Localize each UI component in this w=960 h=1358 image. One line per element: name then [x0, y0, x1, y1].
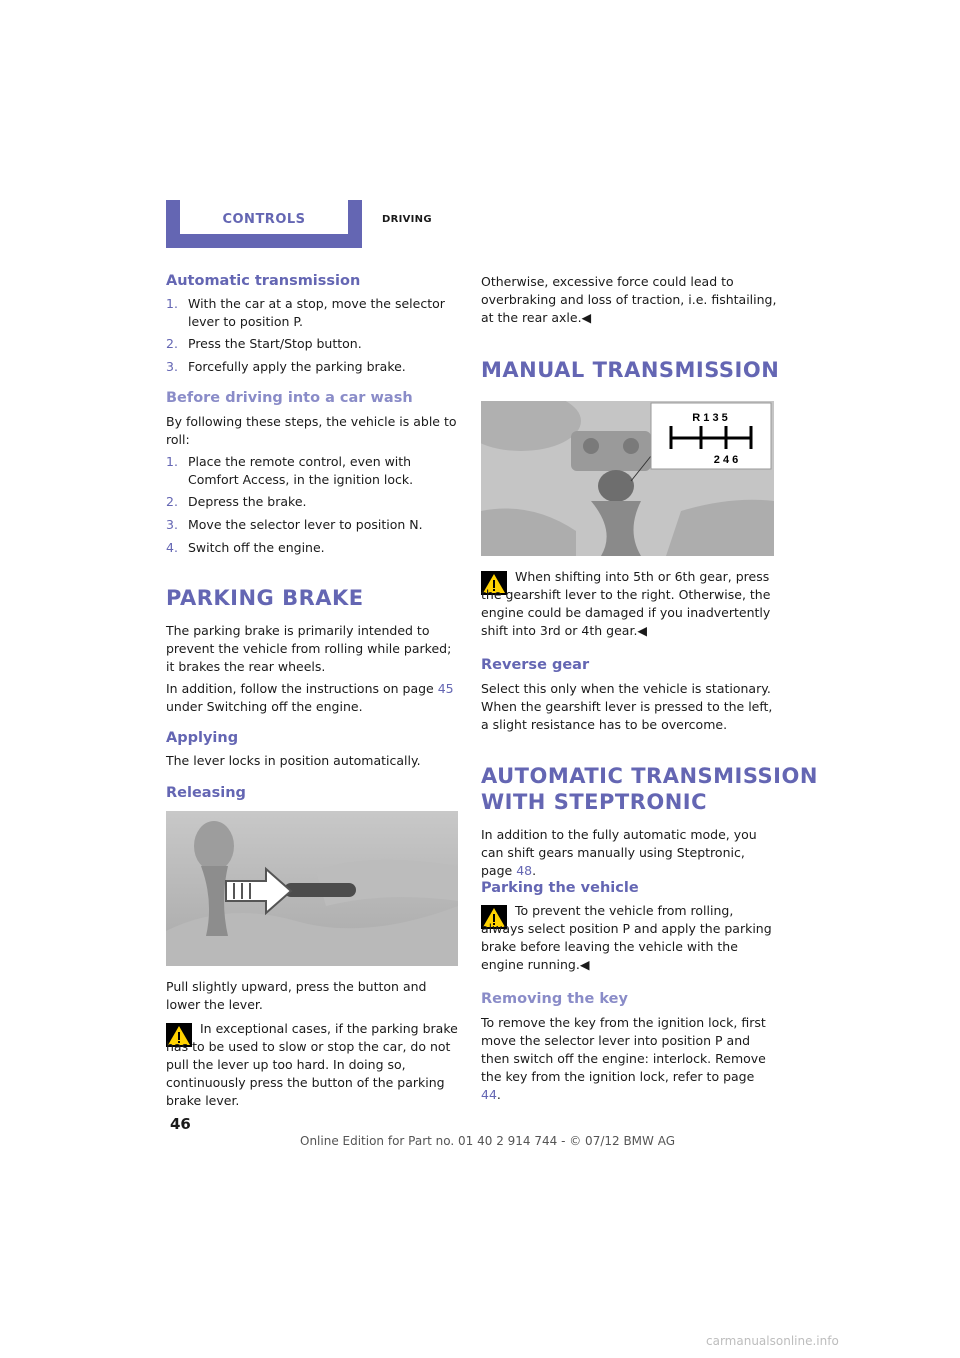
section-label: DRIVING	[382, 214, 432, 225]
removing-key-text: To remove the key from the ignition lock, first move the selector lever into position P and then switch off the engine: interlock. Remove the key from the ignition lock, refer to page 44.	[481, 1015, 766, 1102]
list-item: 3. Move the selector lever to position N.	[166, 517, 423, 532]
page-link-44[interactable]: 44	[481, 1087, 497, 1102]
chapter-tab	[166, 200, 362, 248]
steptronic-heading-line2: WITH STEPTRONIC	[481, 790, 708, 814]
steptronic-heading-line1: AUTOMATIC TRANSMISSION	[481, 764, 818, 788]
applying-text: The lever locks in position automatically.	[166, 753, 421, 768]
page-link-45[interactable]: 45	[437, 681, 454, 696]
car-wash-heading: Before driving into a car wash	[166, 390, 413, 406]
car-wash-intro: By following these steps, the vehicle is able to roll:	[166, 414, 457, 447]
list-item: 1. With the car at a stop, move the selector lever to position P.	[166, 296, 445, 329]
releasing-heading: Releasing	[166, 785, 246, 801]
manual-transmission-warning: When shifting into 5th or 6th gear, press the gearshift lever to the right. Otherwise, the engine could be damaged if you inadvertently shift into 3rd or 4th gear.◀	[481, 569, 771, 638]
parking-brake-reference: In addition, follow the instructions on page 45 under Switching off the engine.	[166, 681, 454, 714]
list-item: 3. Forcefully apply the parking brake.	[166, 359, 406, 374]
gear-pattern-bottom: 2 4 6	[713, 454, 739, 466]
list-item: 2. Depress the brake.	[166, 494, 307, 509]
watermark: carmanualsonline.info	[706, 1334, 839, 1348]
parking-brake-warning: In exceptional cases, if the parking brake has to be used to slow or stop the car, do not pull the lever up too hard. In doing so, continuously press the button of the parking brake lever.	[166, 1021, 458, 1108]
page-number: 46	[170, 1115, 191, 1133]
parking-vehicle-warning: To prevent the vehicle from rolling, always select position P and apply the parking brake before leaving the vehicle with the engine running.◀	[481, 903, 772, 972]
gearshift-image	[481, 401, 774, 556]
end-mark: ◀	[581, 310, 592, 325]
auto-transmission-heading: Automatic transmission	[166, 273, 361, 289]
reverse-gear-heading: Reverse gear	[481, 657, 590, 673]
reverse-gear-text: Select this only when the vehicle is stationary. When the gearshift lever is pressed to the left, a slight resistance has to be overcome.	[481, 681, 773, 732]
list-item: 4. Switch off the engine.	[166, 540, 325, 555]
parking-brake-lever-image	[166, 811, 458, 966]
carryover-text: Otherwise, excessive force could lead to overbraking and loss of traction, i.e. fishtailing, at the rear axle.◀	[481, 274, 777, 325]
removing-key-heading: Removing the key	[481, 991, 628, 1007]
releasing-text: Pull slightly upward, press the button and lower the lever.	[166, 979, 427, 1012]
manual-transmission-heading: MANUAL TRANSMISSION	[481, 358, 780, 382]
parking-brake-heading: PARKING BRAKE	[166, 586, 364, 610]
edition-footer: Online Edition for Part no. 01 40 2 914 744 - © 07/12 BMW AG	[300, 1134, 676, 1148]
parking-vehicle-heading: Parking the vehicle	[481, 880, 639, 896]
page-link-48[interactable]: 48	[516, 863, 533, 878]
list-item: 1. Place the remote control, even with Comfort Access, in the ignition lock.	[166, 454, 414, 487]
list-item: 2. Press the Start/Stop button.	[166, 336, 362, 351]
gear-pattern-top: R 1 3 5	[692, 412, 728, 424]
applying-heading: Applying	[166, 730, 239, 746]
chapter-tab-label: CONTROLS	[222, 212, 306, 227]
steptronic-text: In addition to the fully automatic mode, you can shift gears manually using Steptronic, page 48.	[481, 827, 757, 878]
parking-brake-intro: The parking brake is primarily intended to prevent the vehicle from rolling while parked; it brakes the rear wheels.	[166, 623, 452, 674]
